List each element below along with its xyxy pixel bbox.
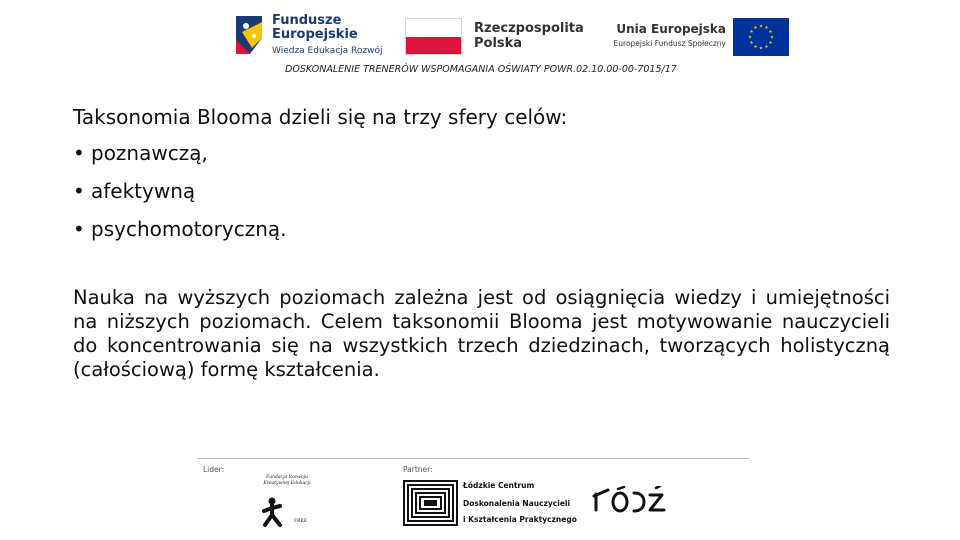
fundusze-europejskie-logo — [232, 12, 383, 62]
unia-europejska-label: Unia Europejska — [616, 22, 726, 36]
eu-flag-icon — [733, 18, 789, 56]
footer-divider — [197, 458, 749, 459]
lider-logo-tag: FRKE — [294, 519, 308, 524]
rzeczpospolita-line1: Rzeczpospolita — [474, 21, 584, 36]
bullet-label: poznawczą, — [91, 141, 208, 165]
body-paragraph: Nauka na wyższych poziomach zależna jest od osiągnięcia wiedzy i umiejętności na niższych poziomach. Celem taksonomii Blooma jest motywowanie nauczycieli do koncentrowania się na wszystkich trzech dziedzinach, tworzących holistyczną (całościową) formę kształcenia. — [73, 286, 890, 381]
lodz-city-logo-icon — [590, 486, 670, 514]
lider-label: Lider: — [203, 465, 225, 474]
efs-label: Europejski Fundusz Społeczny — [613, 39, 726, 48]
partner-line3: i Kształcenia Praktycznego — [463, 515, 577, 524]
intro-text: Taksonomia Blooma dzieli się na trzy sfery celów: — [73, 105, 568, 129]
bullet-label: psychomotoryczną. — [91, 217, 287, 241]
rzeczpospolita-line2: Polska — [474, 36, 523, 51]
partner-label: Partner: — [403, 465, 433, 474]
poland-flag-icon — [405, 18, 462, 55]
fundusze-line3: Wiedza Edukacja Rozwój — [272, 46, 383, 56]
bullet-item-afektywna — [73, 178, 195, 204]
partner-line2: Doskonalenia Nauczycieli — [463, 499, 571, 508]
bullet-glyph: • — [73, 217, 85, 241]
partner-line1: Łódzkie Centrum — [463, 481, 535, 490]
bullet-label: afektywną — [91, 179, 196, 203]
fundusze-line1: Fundusze — [272, 13, 342, 28]
ldcnikp-logo-mark-icon — [403, 480, 458, 526]
bullet-item-poznawcza — [73, 140, 208, 166]
runner-figure-icon — [260, 497, 288, 527]
lider-logo — [254, 475, 320, 529]
project-code: DOSKONALENIE TRENERÓW WSPOMAGANIA OŚWIATY POWR.02.10.00-00-7015/17 — [285, 64, 677, 75]
lider-logo-text: Fundacja Rozwoju Kreatywnej Edukacji — [263, 475, 311, 486]
bullet-glyph: • — [73, 179, 85, 203]
bullet-glyph: • — [73, 141, 85, 165]
bullet-item-psychomotoryczna — [73, 216, 287, 242]
fundusze-line2: Europejskie — [272, 27, 358, 42]
fundusze-europejskie-mark-icon — [232, 14, 266, 58]
